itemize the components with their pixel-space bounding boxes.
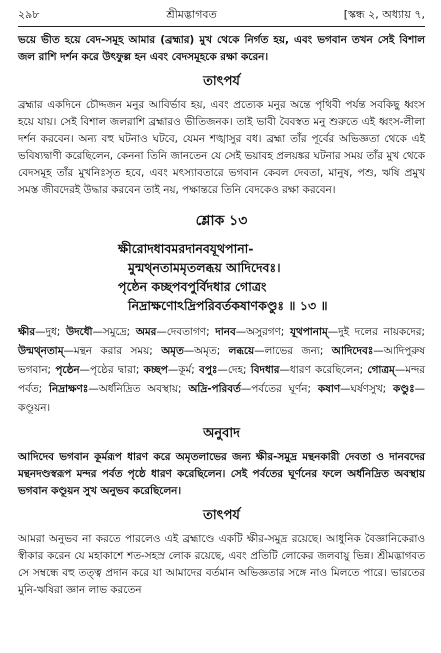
synonym-term: লব্ধয়ে xyxy=(228,345,255,357)
purport-title: তাৎপর্য xyxy=(203,74,240,89)
synonym-meaning: —পর্বতের ঘূর্ণন; xyxy=(240,383,318,395)
word-meanings xyxy=(18,323,425,418)
translation-title: অনুবাদ xyxy=(203,426,240,441)
purport-text: আমরা অনুভব না করতে পারলেও এই ব্রহ্মাণ্ডে একটি ক্ষীর-সমুদ্র রয়েছে। আধুনিক বৈজ্ঞানিকেরাও স্বীকার করেন যে মহাকাশে শত-সহস্র লোক রয়েছে, এবং প্রতিটি লোকের জলবায়ু ভিন্ন। শ্রীমদ্ভাগবত সে সম্বন্ধে বহু তত্ত্ব প্রদান করে যা আমাদের বর্তমান অভিজ্ঞতার সঙ্গে নাও মিলতে পারে। ভারতের মুনি-ঋষিরা জ্ঞান লাভ করতেন xyxy=(18,533,425,596)
synonym-term: অমর xyxy=(135,326,157,338)
synonym-term: উদধৌ xyxy=(65,326,93,338)
verse-line: নিদ্রাক্ষণোঽদ্রিপরিবর্তকষাণকণ্ডুঃ ॥ ১৩ ॥ xyxy=(128,298,328,313)
verse-title: শ্লোক ১৩ xyxy=(195,213,248,229)
synonym-meaning: —ধারণ করেছিলেন; xyxy=(279,364,368,376)
chapter-reference: [স্কন্ধ ২, অধ্যায় ৭, xyxy=(343,8,425,21)
synonym-meaning: —আদিপুরুষ ভগবান; xyxy=(18,345,425,376)
synonym-meaning: —লাভের জন্য; xyxy=(254,345,332,357)
synonym-term: দানব xyxy=(215,326,236,338)
synonym-meaning: —ঘর্ষণসুখ; xyxy=(340,383,393,395)
translation-text: আদিদেব ভগবান কূর্মরূপ ধারণ করে অমৃতলাভের জন্য ক্ষীর-সমুদ্র মন্থনকারী দেবতা ও দানবদের মন্থনদণ্ডস্বরূপ মন্দর পর্বত পৃষ্ঠে ধারণ করেছিলেন। সেই পর্বতের ঘূর্ণনের ফলে অর্ধনিদ্রিত অবস্থায় ভগবান কণ্ডূয়ন সুখ অনুভব করেছিলেন। xyxy=(18,451,425,497)
verse-line: মুন্মথ্নতামমৃতলব্ধয় আদিদেবঃ। xyxy=(128,260,281,275)
book-title: শ্রীমদ্ভাগবত xyxy=(166,8,217,21)
synonym-term: ক্ষীর xyxy=(18,326,36,338)
purport-text: ব্রহ্মার একদিনে চৌদ্দজন মনুর আবির্ভাব হয়, এবং প্রত্যেক মনুর অন্তে পৃথিবী পর্যন্ত সবকিছু ধ্বংস হয়ে যায়। সেই বিশাল জলরাশি ব্রহ্মারও ভীতিজনক। তাই ভাবী বৈবস্বত মনু শুরুতে এই ধ্বংস-লীলা দর্শন করবেন। অন্য বহু ঘটনাও ঘটবে, যেমন শঙ্খাসুর বধ। ব্রহ্মা তাঁর পূর্বের অভিজ্ঞতা থেকে এই ভবিষ্যদ্বাণী করেছিলেন, কেননা তিনি জানতেন যে সেই ভয়াবহ প্রলয়ঙ্কর ঘটনার সময় তাঁর মুখ থেকে বেদসমূহ তাঁর মুখনিঃসৃত হবে, এবং মৎস্যাবতারে ভগবান কেবল দেবতা, মানুষ, পশু, ঋষি প্রমুখ সমস্ত জীবদেরই উদ্ধার করবেন তাই নয়, পক্ষান্তরে তিনি বেদকেও রক্ষা করবেন। xyxy=(18,99,425,196)
purport-title: তাৎপর্য xyxy=(203,508,240,523)
synonym-term: পৃষ্ঠেন xyxy=(55,364,80,376)
synonym-term: কচ্ছপ xyxy=(143,364,168,376)
synonym-meaning: —দুধ; xyxy=(35,326,66,338)
synonym-meaning: —অসুরগণ; xyxy=(235,326,290,338)
synonym-meaning: —মন্দর পর্বত; xyxy=(18,364,426,395)
synonym-term: অদ্রি-পরিবর্ত xyxy=(188,383,241,395)
synonym-meaning: —কূর্ম; xyxy=(167,364,200,376)
synonym-meaning: —অর্ধনিদ্রিত অবস্থায়; xyxy=(88,383,189,395)
verse-line: পৃষ্ঠেন কচ্ছপবপুর্বিদধার গোত্রং xyxy=(118,279,267,294)
synonym-meaning: —মন্থন করার সময়; xyxy=(63,345,162,357)
synonym-term: গোত্রম্ xyxy=(367,364,395,376)
synonym-term: নিদ্রাক্ষণঃ xyxy=(48,383,89,395)
synonym-meaning: —দেহ; xyxy=(217,364,251,376)
synonym-meaning: —দেবতাগণ; xyxy=(156,326,216,338)
synonym-term: উন্মথ্নতাম্ xyxy=(18,345,64,357)
synonym-term: আদিদেবঃ xyxy=(331,345,374,357)
verse-line: ক্ষীরোদধাবমরদানবযূথপানা- xyxy=(118,241,254,256)
header-rule xyxy=(18,26,425,27)
synonym-term: অমৃত xyxy=(161,345,184,357)
synonym-meaning: —দুই দলের নায়কদের; xyxy=(327,326,425,338)
synonym-term: যূথপানাম্ xyxy=(290,326,328,338)
synonym-meaning: —সমুদ্রে; xyxy=(92,326,136,338)
synonym-term: কণ্ডুঃ xyxy=(392,383,415,395)
synonym-term: বপুঃ xyxy=(199,364,218,376)
synonym-meaning: —কণ্ডূয়ন। xyxy=(18,383,425,414)
page-number: ২৯৮ xyxy=(18,8,40,21)
synonym-meaning: —অমৃত; xyxy=(183,345,229,357)
intro-translation-text: ভয়ে ভীত হয়ে বেদ-সমূহ আমার (ব্রহ্মার) মুখ থেকে নির্গত হয়, এবং ভগবান তখন সেই বিশাল জল রাশি দর্শন করে উৎফুল্ল হন এবং বেদসমূহকে রক্ষা করেন। xyxy=(18,34,425,63)
sanskrit-verse xyxy=(18,239,425,315)
page-header xyxy=(18,6,425,24)
synonym-term: কষাণ xyxy=(317,383,341,395)
synonym-meaning: —পৃষ্ঠের দ্বারা; xyxy=(79,364,144,376)
synonym-term: বিদধার xyxy=(250,364,280,376)
